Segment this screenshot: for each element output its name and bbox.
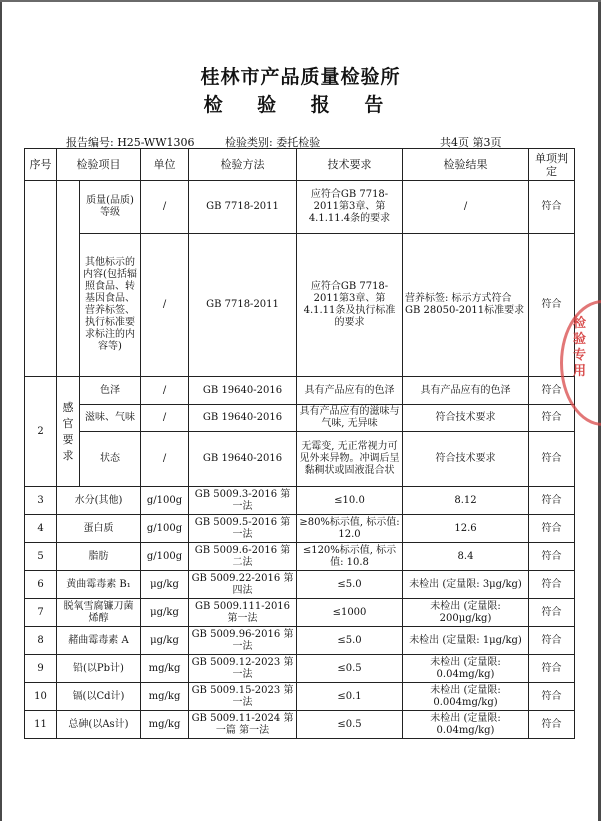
row-no-cell: 9 xyxy=(25,655,57,683)
item-cell: 蛋白质 xyxy=(57,515,141,543)
table-row xyxy=(25,711,575,739)
col-header-no: 序号 xyxy=(25,149,57,181)
requirement-cell: 应符合GB 7718-2011第3章、第4.1.11条及执行标准的要求 xyxy=(297,234,403,377)
result-cell: 未检出 (定量限: 200μg/kg) xyxy=(403,599,529,627)
report-title: 检 验 报 告 xyxy=(203,94,398,116)
verdict-cell: 符合 xyxy=(529,571,575,599)
page-count: 共4页 第3页 xyxy=(440,136,502,149)
unit-cell: mg/kg xyxy=(141,711,189,739)
col-header-verdict: 单项判定 xyxy=(529,149,575,181)
row-no-cell xyxy=(25,181,57,377)
item-cell: 滋味、气味 xyxy=(80,405,141,432)
item-cell: 质量(品质)等级 xyxy=(80,181,141,234)
requirement-cell: ≤5.0 xyxy=(297,627,403,655)
table-row xyxy=(25,487,575,515)
col-header-result: 检验结果 xyxy=(403,149,529,181)
result-cell: 符合技术要求 xyxy=(403,405,529,432)
table-row xyxy=(25,432,575,487)
unit-cell: g/100g xyxy=(141,543,189,571)
method-cell: GB 5009.3-2016 第一法 xyxy=(189,487,297,515)
row-no-cell: 7 xyxy=(25,599,57,627)
unit-cell: / xyxy=(141,181,189,234)
inspection-table xyxy=(24,148,575,739)
item-cell: 黄曲霉毒素 B₁ xyxy=(57,571,141,599)
row-no-cell: 5 xyxy=(25,543,57,571)
verdict-cell: 符合 xyxy=(529,405,575,432)
item-cell: 水分(其他) xyxy=(57,487,141,515)
page-left-edge xyxy=(0,0,2,821)
verdict-cell: 符合 xyxy=(529,487,575,515)
table-row xyxy=(25,405,575,432)
method-cell: GB 5009.96-2016 第一法 xyxy=(189,627,297,655)
requirement-cell: ≤10.0 xyxy=(297,487,403,515)
result-cell: 符合技术要求 xyxy=(403,432,529,487)
item-cell: 赭曲霉毒素 A xyxy=(57,627,141,655)
method-cell: GB 5009.15-2023 第一法 xyxy=(189,683,297,711)
requirement-cell: ≤5.0 xyxy=(297,571,403,599)
col-header-unit: 单位 xyxy=(141,149,189,181)
sensory-group-label: 感官要求 xyxy=(62,400,74,462)
unit-cell: / xyxy=(141,377,189,405)
row-no-cell: 2 xyxy=(25,377,57,487)
verdict-cell: 符合 xyxy=(529,655,575,683)
verdict-cell: 符合 xyxy=(529,683,575,711)
method-cell: GB 7718-2011 xyxy=(189,181,297,234)
method-cell: GB 7718-2011 xyxy=(189,234,297,377)
table-row xyxy=(25,515,575,543)
result-cell: 未检出 (定量限: 1μg/kg) xyxy=(403,627,529,655)
page-top-edge xyxy=(0,0,601,2)
unit-cell: / xyxy=(141,234,189,377)
requirement-cell: 具有产品应有的滋味与气味, 无异味 xyxy=(297,405,403,432)
row-no-cell: 4 xyxy=(25,515,57,543)
unit-cell: / xyxy=(141,432,189,487)
item-cell: 铅(以Pb计) xyxy=(57,655,141,683)
table-row xyxy=(25,599,575,627)
verdict-cell: 符合 xyxy=(529,599,575,627)
verdict-cell: 符合 xyxy=(529,234,575,377)
row-group-cell xyxy=(57,181,80,377)
col-header-item: 检验项目 xyxy=(57,149,141,181)
unit-cell: / xyxy=(141,405,189,432)
unit-cell: mg/kg xyxy=(141,655,189,683)
table-row xyxy=(25,627,575,655)
item-cell: 总砷(以As计) xyxy=(57,711,141,739)
row-no-cell: 11 xyxy=(25,711,57,739)
verdict-cell: 符合 xyxy=(529,711,575,739)
method-cell: GB 5009.6-2016 第二法 xyxy=(189,543,297,571)
unit-cell: μg/kg xyxy=(141,571,189,599)
result-cell: / xyxy=(403,181,529,234)
result-cell: 营养标签: 标示方式符合GB 28050-2011标准要求 xyxy=(403,234,529,377)
result-cell: 未检出 (定量限: 0.004mg/kg) xyxy=(403,683,529,711)
row-no-cell: 8 xyxy=(25,627,57,655)
method-cell: GB 19640-2016 xyxy=(189,405,297,432)
result-cell: 12.6 xyxy=(403,515,529,543)
table-row xyxy=(25,181,575,234)
verdict-cell: 符合 xyxy=(529,515,575,543)
col-header-requirement: 技术要求 xyxy=(297,149,403,181)
requirement-cell: 具有产品应有的色泽 xyxy=(297,377,403,405)
requirement-cell: ≤1000 xyxy=(297,599,403,627)
unit-cell: g/100g xyxy=(141,515,189,543)
verdict-cell: 符合 xyxy=(529,543,575,571)
result-cell: 未检出 (定量限: 0.04mg/kg) xyxy=(403,655,529,683)
item-cell: 脂肪 xyxy=(57,543,141,571)
result-cell: 8.4 xyxy=(403,543,529,571)
inspection-category: 检验类别: 委托检验 xyxy=(225,136,321,149)
item-cell: 其他标示的内容(包括辐照食品、转基因食品、营养标签、执行标准要求标注的内容等) xyxy=(80,234,141,377)
unit-cell: g/100g xyxy=(141,487,189,515)
verdict-cell: 符合 xyxy=(529,432,575,487)
unit-cell: μg/kg xyxy=(141,599,189,627)
method-cell: GB 5009.111-2016 第一法 xyxy=(189,599,297,627)
row-group-cell xyxy=(57,377,80,487)
result-cell: 未检出 (定量限: 3μg/kg) xyxy=(403,571,529,599)
method-cell: GB 5009.22-2016 第四法 xyxy=(189,571,297,599)
requirement-cell: 应符合GB 7718-2011第3章、第4.1.11.4条的要求 xyxy=(297,181,403,234)
table-header-row xyxy=(25,149,575,181)
method-cell: GB 5009.5-2016 第一法 xyxy=(189,515,297,543)
table-row xyxy=(25,377,575,405)
org-title: 桂林市产品质量检验所 xyxy=(200,66,401,88)
unit-cell: mg/kg xyxy=(141,683,189,711)
report-number: 报告编号: H25-WW1306 xyxy=(66,136,195,149)
row-no-cell: 3 xyxy=(25,487,57,515)
requirement-cell: ≤0.1 xyxy=(297,683,403,711)
requirement-cell: 无霉变, 无正常视力可见外来异物。冲调后呈黏稠状或固液混合状 xyxy=(297,432,403,487)
requirement-cell: ≤0.5 xyxy=(297,655,403,683)
row-no-cell: 6 xyxy=(25,571,57,599)
method-cell: GB 19640-2016 xyxy=(189,377,297,405)
item-cell: 状态 xyxy=(80,432,141,487)
row-no-cell: 10 xyxy=(25,683,57,711)
item-cell: 镉(以Cd计) xyxy=(57,683,141,711)
col-header-method: 检验方法 xyxy=(189,149,297,181)
table-row xyxy=(25,655,575,683)
method-cell: GB 19640-2016 xyxy=(189,432,297,487)
unit-cell: μg/kg xyxy=(141,627,189,655)
result-cell: 具有产品应有的色泽 xyxy=(403,377,529,405)
table-row xyxy=(25,543,575,571)
official-seal-text: 检验专用 xyxy=(573,316,587,379)
verdict-cell: 符合 xyxy=(529,181,575,234)
table-row xyxy=(25,683,575,711)
method-cell: GB 5009.12-2023 第一法 xyxy=(189,655,297,683)
verdict-cell: 符合 xyxy=(529,627,575,655)
verdict-cell: 符合 xyxy=(529,377,575,405)
table-row xyxy=(25,571,575,599)
item-cell: 色泽 xyxy=(80,377,141,405)
result-cell: 未检出 (定量限: 0.04mg/kg) xyxy=(403,711,529,739)
result-cell: 8.12 xyxy=(403,487,529,515)
method-cell: GB 5009.11-2024 第一篇 第一法 xyxy=(189,711,297,739)
table-row xyxy=(25,234,575,377)
requirement-cell: ≤0.5 xyxy=(297,711,403,739)
item-cell: 脱氧雪腐镰刀菌烯醇 xyxy=(57,599,141,627)
requirement-cell: ≥80%标示值, 标示值: 12.0 xyxy=(297,515,403,543)
requirement-cell: ≤120%标示值, 标示值: 10.8 xyxy=(297,543,403,571)
